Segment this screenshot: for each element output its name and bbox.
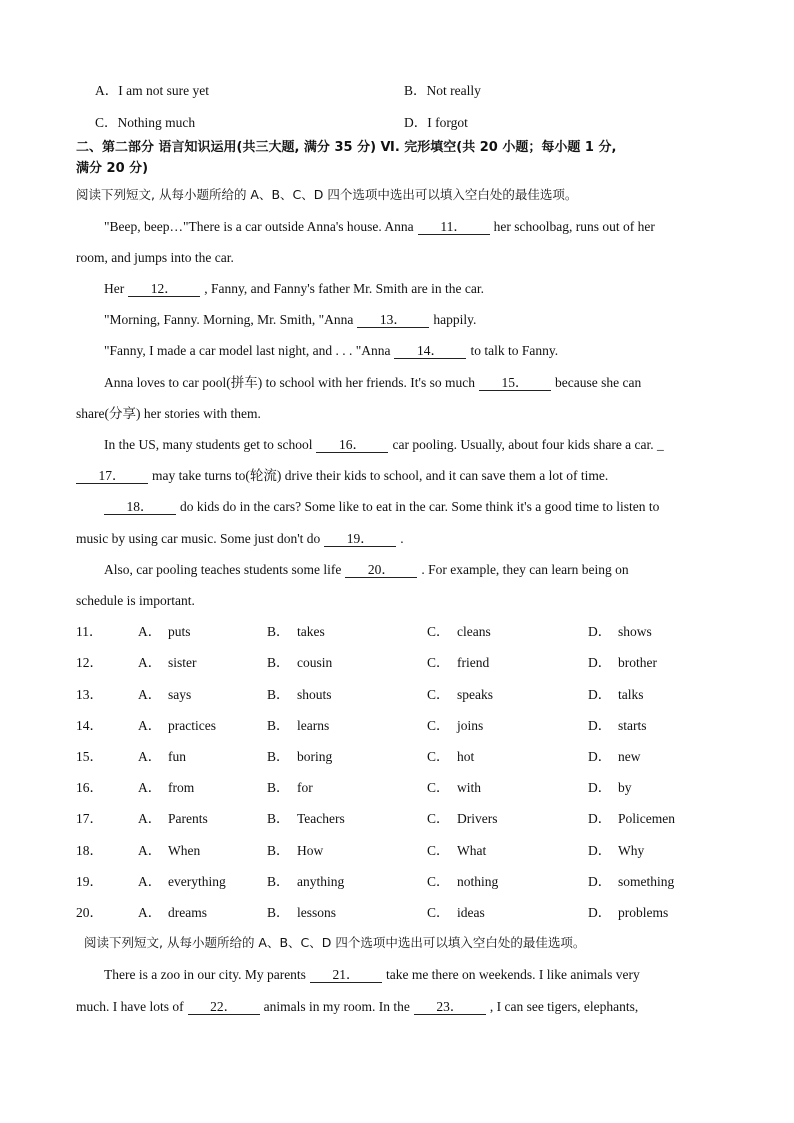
question-row: 19． A． everything B． anything C． nothing D． something [76, 874, 675, 889]
passage-line: schedule is important. [76, 593, 195, 608]
option-a[interactable]: A． dreams [138, 905, 207, 920]
question-row: 13． A． says B． shouts C． speaks D． talks [76, 687, 644, 702]
section-instruction: 阅读下列短文, 从每小题所给的 A、B、C、D 四个选项中选出可以填入空白处的最佳选项。 [76, 187, 578, 202]
question-row: 14． A． practices B． learns C． joins D． starts [76, 718, 647, 733]
blank-23[interactable]: 23． [414, 999, 486, 1015]
question-row: 18． A． When B． How C． What D． Why [76, 843, 645, 858]
question-row: 20． A． dreams B． lessons C． ideas D． problems [76, 905, 669, 920]
option-b[interactable]: B． shouts [267, 687, 332, 702]
option-a[interactable]: A． puts [138, 624, 191, 639]
prev-option-c: C．Nothing much [95, 115, 196, 130]
option-a[interactable]: A． When [138, 843, 201, 858]
blank-11[interactable]: 11． [418, 219, 490, 235]
option-b[interactable]: B． boring [267, 749, 333, 764]
option-b[interactable]: B． takes [267, 624, 325, 639]
option-a[interactable]: A． Parents [138, 811, 208, 826]
option-d[interactable]: D． Why [588, 843, 645, 858]
option-b[interactable]: B． lessons [267, 905, 337, 920]
option-a[interactable]: A． practices [138, 718, 216, 733]
passage-line: "Beep, beep…"There is a car outside Anna's house. Anna 11． her schoolbag, runs out of her [104, 219, 655, 234]
blank-17[interactable]: 17． [76, 468, 148, 484]
blank-15[interactable]: 15． [479, 375, 551, 391]
option-b[interactable]: B． cousin [267, 655, 333, 670]
option-b[interactable]: B． anything [267, 874, 345, 889]
passage-line: Her 12． , Fanny, and Fanny's father Mr. Smith are in the car. [104, 281, 484, 296]
option-d[interactable]: D． by [588, 780, 632, 795]
passage-line: room, and jumps into the car. [76, 250, 234, 265]
blank-16[interactable]: 16． [316, 437, 388, 453]
prev-option-b: B．Not really [404, 83, 481, 98]
option-d[interactable]: D． talks [588, 687, 644, 702]
blank-19[interactable]: 19． [324, 531, 396, 547]
option-c[interactable]: C． ideas [427, 905, 485, 920]
option-b[interactable]: B． learns [267, 718, 330, 733]
question-row: 12． A． sister B． cousin C． friend D． brother [76, 655, 657, 670]
passage-line: 17． may take turns to(轮流) drive their kids to school, and it can save them a lot of time. [76, 467, 608, 485]
option-c[interactable]: C． nothing [427, 874, 499, 889]
option-d[interactable]: D． problems [588, 905, 669, 920]
option-a[interactable]: A． says [138, 687, 192, 702]
blank-21[interactable]: 21． [310, 967, 382, 983]
option-c[interactable]: C． speaks [427, 687, 493, 702]
section-title-cont: 满分 20 分) [76, 161, 149, 176]
question-row: 15． A． fun B． boring C． hot D． new [76, 749, 641, 764]
passage-line: In the US, many students get to school 16． car pooling. Usually, about four kids share a car. _ [104, 437, 664, 452]
blank-12[interactable]: 12． [128, 281, 200, 297]
option-b[interactable]: B． Teachers [267, 811, 345, 826]
option-d[interactable]: D． Policemen [588, 811, 675, 826]
passage-line: "Fanny, I made a car model last night, and . . . "Anna 14． to talk to Fanny. [104, 343, 559, 358]
option-a[interactable]: A． sister [138, 655, 197, 670]
option-c[interactable]: C． with [427, 780, 482, 795]
question-row: 17． A． Parents B． Teachers C． Drivers D． Policemen [76, 811, 675, 826]
passage-line: music by using car music. Some just don't do 19． . [76, 531, 404, 546]
blank-20[interactable]: 20． [345, 562, 417, 578]
blank-18[interactable]: 18． [104, 499, 176, 515]
passage-line: 18． do kids do in the cars? Some like to eat in the car. Some think it's a good time to listen to [104, 498, 659, 516]
blank-14[interactable]: 14． [394, 343, 466, 359]
passage-line: There is a zoo in our city. My parents 21． take me there on weekends. I like animals very [104, 967, 640, 982]
option-d[interactable]: D． starts [588, 718, 647, 733]
blank-22[interactable]: 22． [188, 999, 260, 1015]
option-c[interactable]: C． What [427, 843, 487, 858]
passage2-instruction: 阅读下列短文, 从每小题所给的 A、B、C、D 四个选项中选出可以填入空白处的最佳选项。 [84, 935, 586, 950]
option-c[interactable]: C． joins [427, 718, 484, 733]
option-c[interactable]: C． hot [427, 749, 475, 764]
blank-13[interactable]: 13． [357, 312, 429, 328]
passage-line: share(分享) her stories with them. [76, 406, 261, 421]
option-a[interactable]: A． fun [138, 749, 186, 764]
option-b[interactable]: B． How [267, 843, 324, 858]
question-row: 11． A． puts B． takes C． cleans D． shows [76, 624, 652, 639]
option-c[interactable]: C． friend [427, 655, 490, 670]
option-d[interactable]: D． new [588, 749, 641, 764]
option-d[interactable]: D． shows [588, 624, 652, 639]
option-d[interactable]: D． something [588, 874, 675, 889]
section-title: 二、第二部分 语言知识运用(共三大题, 满分 35 分) Ⅵ. 完形填空(共 20 小题；每小题 1 分, [76, 140, 617, 155]
passage-line: Also, car pooling teaches students some life 20． . For example, they can learn being on [104, 562, 629, 577]
passage-line: Anna loves to car pool(拼车) to school with her friends. It's so much 15． because she can [104, 375, 642, 390]
option-d[interactable]: D． brother [588, 655, 657, 670]
option-c[interactable]: C． cleans [427, 624, 491, 639]
option-a[interactable]: A． from [138, 780, 195, 795]
question-row: 16． A． from B． for C． with D． by [76, 780, 632, 795]
option-a[interactable]: A． everything [138, 874, 226, 889]
prev-option-a: A．I am not sure yet [95, 83, 209, 98]
passage-line: "Morning, Fanny. Morning, Mr. Smith, "Anna 13． happily. [104, 312, 477, 327]
option-c[interactable]: C． Drivers [427, 811, 498, 826]
option-b[interactable]: B． for [267, 780, 313, 795]
prev-option-d: D．I forgot [404, 115, 468, 130]
passage-line: much. I have lots of 22． animals in my room. In the 23． , I can see tigers, elephants, [76, 999, 639, 1014]
